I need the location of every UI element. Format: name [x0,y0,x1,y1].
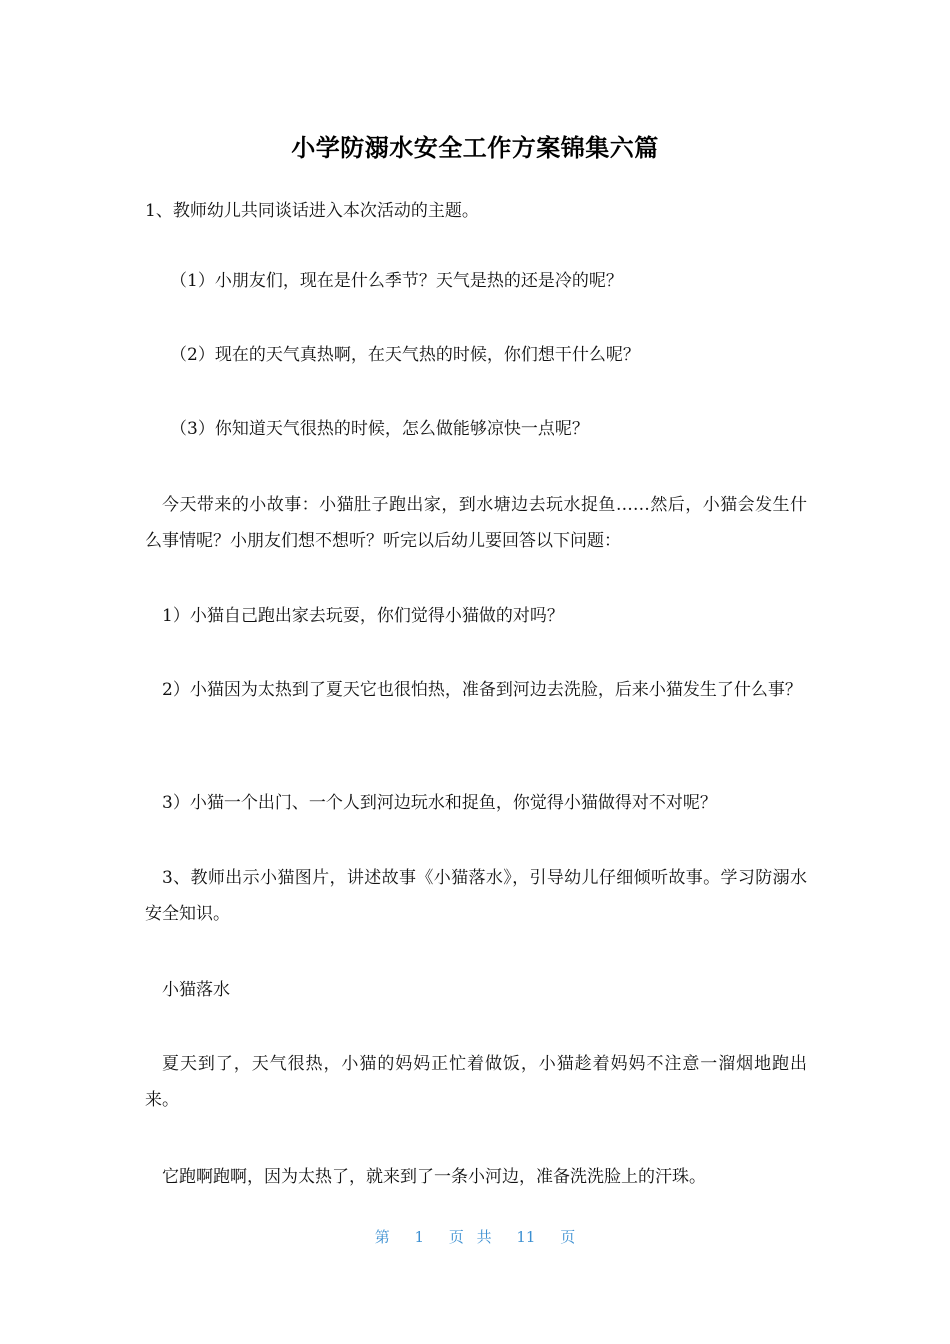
paragraph-4: （3）你知道天气很热的时候，怎么做能够凉快一点呢？ [170,419,589,439]
footer-page-label: 第 [374,1228,390,1246]
paragraph-6: 1）小猫自己跑出家去玩耍，你们觉得小猫做的对吗？ [162,606,564,626]
footer-page-suffix: 页 [560,1228,576,1246]
paragraph-11: 夏天到了，天气很热，小猫的妈妈正忙着做饭，小猫趁着妈妈不注意一溜烟地跑出来。 [145,1054,807,1110]
paragraph-3: （2）现在的天气真热啊，在天气热的时候，你们想干什么呢？ [170,345,640,365]
paragraph-7: 2）小猫因为太热到了夏天它也很怕热，准备到河边去洗脸，后来小猫发生了什么事？ [162,680,802,700]
footer-page-number: 1 [414,1228,425,1246]
paragraph-8: 3）小猫一个出门、一个人到河边玩水和捉鱼，你觉得小猫做得对不对呢？ [162,793,717,813]
paragraph-1: 1、教师幼儿共同谈话进入本次活动的主题。 [145,201,479,221]
footer-page-of: 页 共 [448,1228,492,1246]
document-title: 小学防溺水安全工作方案锦集六篇 [291,134,659,162]
paragraph-2: （1）小朋友们，现在是什么季节？天气是热的还是冷的呢？ [170,271,623,291]
page-footer [0,1226,950,1247]
footer-total-pages: 11 [516,1228,536,1246]
paragraph-12: 它跑啊跑啊，因为太热了，就来到了一条小河边，准备洗洗脸上的汗珠。 [162,1167,706,1187]
story-heading: 小猫落水 [162,980,230,1000]
paragraph-5: 今天带来的小故事：小猫肚子跑出家，到水塘边去玩水捉鱼……然后，小猫会发生什么事情呢？小朋友们想不想听？听完以后幼儿要回答以下问题： [145,495,807,551]
paragraph-9: 3、教师出示小猫图片，讲述故事《小猫落水》，引导幼儿仔细倾听故事。学习防溺水安全知识。 [145,868,807,924]
